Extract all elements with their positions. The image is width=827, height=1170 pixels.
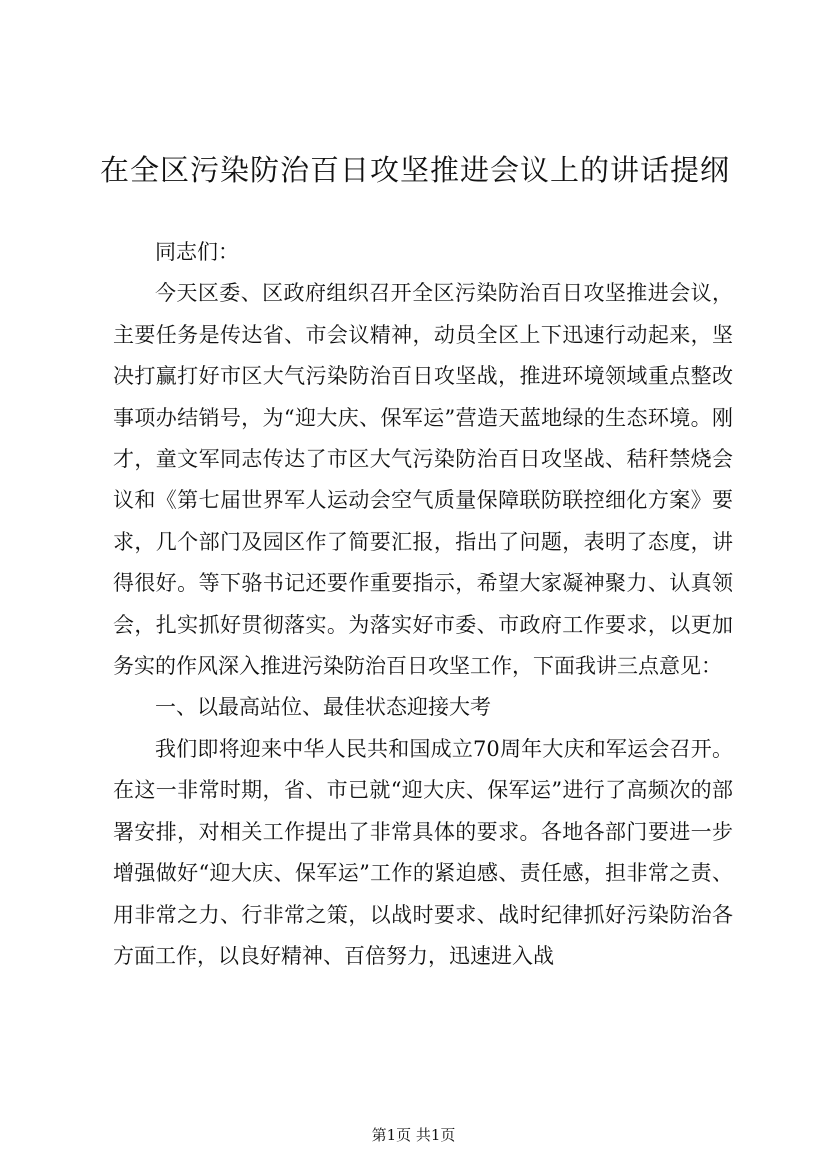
document-body xyxy=(113,232,733,977)
body-paragraph: 今天区委、区政府组织召开全区污染防治百日攻坚推进会议，主要任务是传达省、市会议精神，动员全区上下迅速行动起来，坚决打赢打好市区大气污染防治百日攻坚战，推进环境领域重点整改事项办结销号，为“迎大庆、保军运”营造天蓝地绿的生态环境。刚才，童文军同志传达了市区大气污染防治百日攻坚战、秸秆禁烧会议和《第七届世界军人运动会空气质量保障联防联控细化方案》要求，几个部门及园区作了简要汇报，指出了问题，表明了态度，讲得很好。等下骆书记还要作重要指示，希望大家凝神聚力、认真领会，扎实抓好贯彻落实。为落实好市委、市政府工作要求，以更加务实的作风深入推进污染防治百日攻坚工作，下面我讲三点意见： xyxy=(113,281,733,679)
salutation-paragraph: 同志们： xyxy=(155,240,239,264)
document-title: 在全区污染防治百日攻坚推进会议上的讲话提纲 xyxy=(100,153,731,187)
page-footer: 第1页 共1页 xyxy=(371,1126,456,1144)
body-paragraph: 我们即将迎来中华人民共和国成立70周年大庆和军运会召开。在这一非常时期，省、市已就“迎大庆、保军运”进行了高频次的部署安排，对相关工作提出了非常具体的要求。各地各部门要进一步增强做好“迎大庆、保军运”工作的紧迫感、责任感，担非常之责、用非常之力、行非常之策，以战时要求、战时纪律抓好污染防治各方面工作，以良好精神、百倍努力，迅速进入战 xyxy=(113,736,733,968)
section-heading: 一、以最高站位、最佳状态迎接大考 xyxy=(155,695,491,720)
